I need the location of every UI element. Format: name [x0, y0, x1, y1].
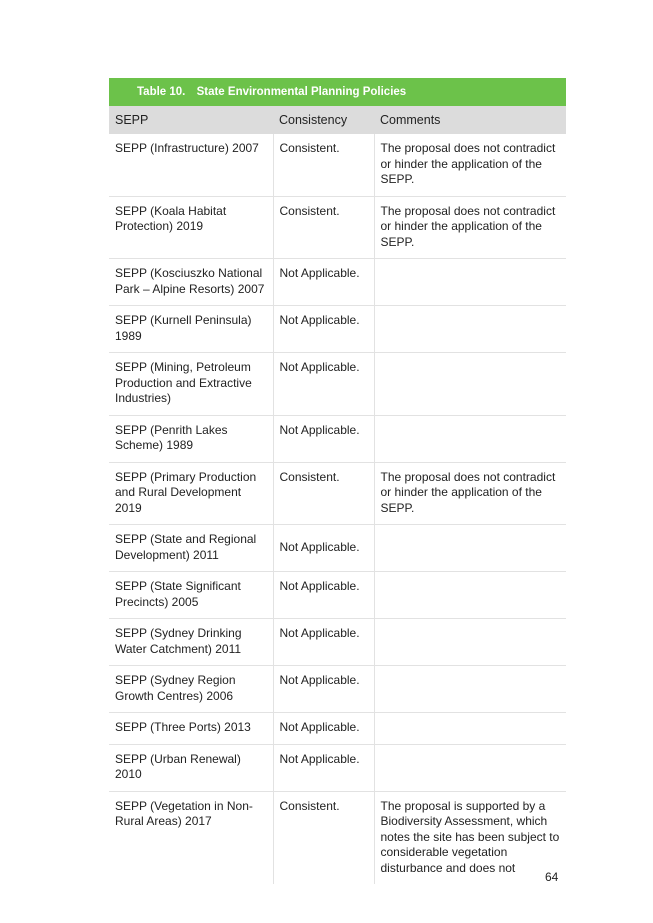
- table-row: [109, 462, 566, 525]
- comments-cell: [374, 713, 566, 745]
- sepp-cell: SEPP (Infrastructure) 2007: [109, 134, 273, 196]
- consistency-cell: Not Applicable.: [273, 572, 374, 619]
- consistency-cell: Not Applicable.: [273, 666, 374, 713]
- sepp-cell: SEPP (Three Ports) 2013: [109, 713, 273, 745]
- comments-cell: [374, 744, 566, 791]
- comments-cell: [374, 666, 566, 713]
- sepp-cell: SEPP (Primary Production and Rural Development 2019: [109, 462, 273, 525]
- comments-cell: [374, 306, 566, 353]
- column-header-consistency: Consistency: [273, 106, 374, 134]
- sepp-cell: SEPP (Sydney Region Growth Centres) 2006: [109, 666, 273, 713]
- table-row: [109, 306, 566, 353]
- table-caption-number: Table 10.: [137, 86, 186, 98]
- table-row: [109, 713, 566, 745]
- comments-cell: The proposal is supported by a Biodiversity Assessment, which notes the site has been subject to considerable vegetation disturbance and does not: [380, 798, 560, 875]
- column-header-comments: Comments: [374, 106, 566, 134]
- sepp-cell: SEPP (Kurnell Peninsula) 1989: [109, 306, 273, 353]
- consistency-cell: Not Applicable.: [273, 713, 374, 745]
- consistency-cell: Not Applicable.: [273, 525, 374, 572]
- table-row: [109, 134, 566, 196]
- consistency-cell: Not Applicable.: [273, 744, 374, 791]
- consistency-cell: Not Applicable.: [273, 619, 374, 666]
- sepp-cell: SEPP (Urban Renewal) 2010: [109, 744, 273, 791]
- comments-cell: [374, 353, 566, 416]
- consistency-cell: Consistent.: [273, 196, 374, 259]
- sepp-cell: SEPP (Sydney Drinking Water Catchment) 2011: [109, 619, 273, 666]
- sepp-table-container: [109, 78, 566, 884]
- sepp-cell: SEPP (Mining, Petroleum Production and Extractive Industries): [109, 353, 273, 416]
- sepp-cell: SEPP (Penrith Lakes Scheme) 1989: [109, 415, 273, 462]
- sepp-table: [109, 106, 566, 884]
- comments-cell: The proposal does not contradict or hinder the application of the SEPP.: [374, 134, 566, 196]
- table-row: [109, 196, 566, 259]
- consistency-cell: Not Applicable.: [273, 415, 374, 462]
- table-row: [109, 259, 566, 306]
- consistency-cell: Consistent.: [273, 134, 374, 196]
- column-header-sepp: SEPP: [109, 106, 273, 134]
- comments-cell: The proposal does not contradict or hinder the application of the SEPP.: [374, 196, 566, 259]
- consistency-cell: Consistent.: [273, 462, 374, 525]
- comments-cell: The proposal does not contradict or hinder the application of the SEPP.: [374, 462, 566, 525]
- consistency-cell: Consistent.: [273, 791, 374, 884]
- table-row: [109, 666, 566, 713]
- sepp-cell: SEPP (State Significant Precincts) 2005: [109, 572, 273, 619]
- comments-cell: [374, 525, 566, 572]
- table-caption-title: State Environmental Planning Policies: [196, 86, 407, 98]
- consistency-cell: Not Applicable.: [273, 306, 374, 353]
- comments-cell: [374, 415, 566, 462]
- table-row: [109, 525, 566, 572]
- table-row: [109, 572, 566, 619]
- table-row: [109, 415, 566, 462]
- table-header-row: [109, 106, 566, 134]
- sepp-cell: SEPP (Koala Habitat Protection) 2019: [109, 196, 273, 259]
- table-caption: [109, 78, 566, 106]
- comments-cell: [374, 259, 566, 306]
- consistency-cell: Not Applicable.: [273, 353, 374, 416]
- consistency-cell: Not Applicable.: [273, 259, 374, 306]
- sepp-cell: SEPP (Kosciuszko National Park – Alpine Resorts) 2007: [109, 259, 273, 306]
- sepp-cell: SEPP (Vegetation in Non-Rural Areas) 2017: [115, 798, 253, 828]
- comments-cell: [374, 619, 566, 666]
- table-row: [109, 791, 566, 884]
- page-number: 64: [545, 870, 559, 884]
- table-row: [109, 619, 566, 666]
- table-row: [109, 744, 566, 791]
- table-row: [109, 353, 566, 416]
- comments-cell: [374, 572, 566, 619]
- sepp-cell: SEPP (State and Regional Development) 2011: [109, 525, 273, 572]
